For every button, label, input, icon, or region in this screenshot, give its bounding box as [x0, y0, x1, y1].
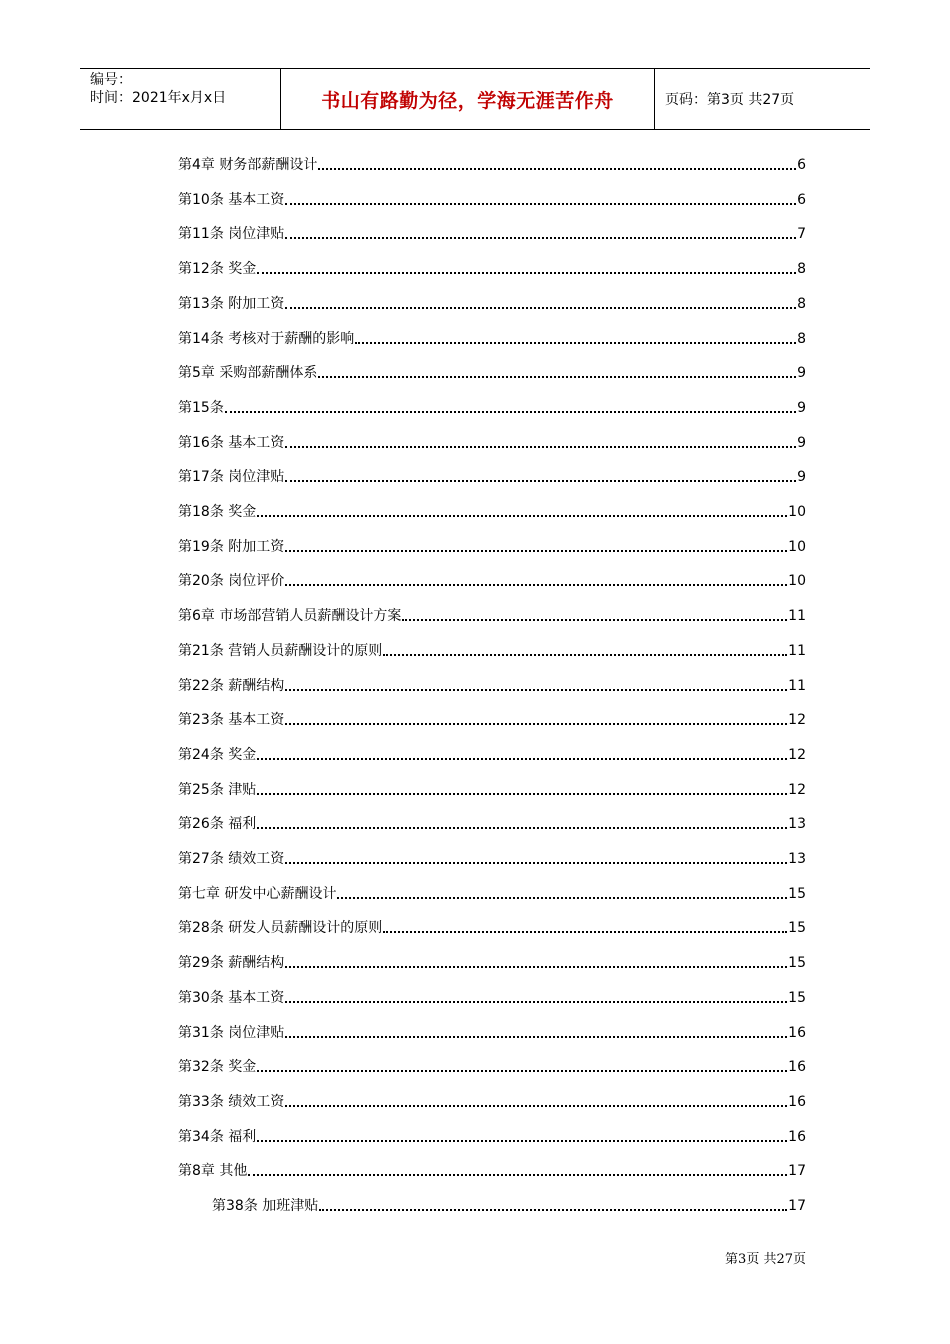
toc-leader-dots [285, 235, 796, 239]
toc-entry-page: 10 [788, 573, 806, 590]
toc-entry[interactable] [178, 948, 806, 972]
toc-leader-dots [318, 374, 796, 378]
toc-entry[interactable] [178, 636, 806, 660]
toc-entry-page: 15 [788, 955, 806, 972]
toc-entry-label: 第5章 采购部薪酬体系 [178, 365, 318, 382]
toc-entry[interactable] [178, 705, 806, 729]
toc-entry[interactable] [178, 428, 806, 452]
toc-entry[interactable] [178, 601, 806, 625]
footer-page-number: 第3页 共27页 [725, 1252, 806, 1267]
toc-leader-dots [285, 305, 796, 309]
toc-leader-dots [285, 964, 787, 968]
toc-entry[interactable] [178, 324, 806, 348]
document-number-label: 编号： [90, 72, 132, 88]
toc-entry[interactable] [178, 566, 806, 590]
toc-entry-label: 第31条 岗位津贴 [178, 1024, 285, 1041]
toc-entry-label: 第22条 薪酬结构 [178, 677, 285, 694]
toc-leader-dots [383, 929, 787, 933]
toc-entry-page: 6 [797, 191, 806, 208]
toc-entry-label: 第28条 研发人员薪酬设计的原则 [178, 920, 383, 937]
toc-leader-dots [285, 201, 796, 205]
toc-entry[interactable] [178, 809, 806, 833]
toc-leader-dots [257, 1068, 787, 1072]
toc-entry-label: 第14条 考核对于薪酬的影响 [178, 330, 355, 347]
toc-entry[interactable] [178, 1087, 806, 1111]
toc-leader-dots [285, 721, 787, 725]
toc-entry[interactable] [178, 462, 806, 486]
toc-entry[interactable] [178, 1122, 806, 1146]
toc-entry[interactable] [178, 532, 806, 556]
toc-entry[interactable] [178, 185, 806, 209]
toc-leader-dots [257, 756, 787, 760]
toc-entry-label: 第34条 福利 [178, 1128, 257, 1145]
toc-leader-dots [285, 478, 796, 482]
toc-entry-label: 第29条 薪酬结构 [178, 955, 285, 972]
toc-entry-label: 第26条 福利 [178, 816, 257, 833]
toc-entry-label: 第8章 其他 [178, 1163, 248, 1180]
toc-entry[interactable] [178, 1052, 806, 1076]
toc-leader-dots [318, 166, 796, 170]
toc-leader-dots [285, 1103, 787, 1107]
toc-leader-dots [257, 270, 796, 274]
toc-entry[interactable] [178, 1018, 806, 1042]
toc-leader-dots [319, 1207, 787, 1211]
toc-entry[interactable] [178, 1156, 806, 1180]
toc-entry-page: 12 [788, 712, 806, 729]
toc-entry[interactable] [178, 983, 806, 1007]
toc-entry-page: 9 [797, 469, 806, 486]
toc-entry-label: 第23条 基本工资 [178, 712, 285, 729]
toc-entry-label: 第12条 奖金 [178, 261, 257, 278]
toc-entry-page: 8 [797, 261, 806, 278]
toc-entry-label: 第20条 岗位评价 [178, 573, 285, 590]
toc-entry[interactable] [178, 1191, 806, 1215]
toc-entry-page: 17 [788, 1163, 806, 1180]
toc-leader-dots [285, 999, 787, 1003]
toc-entry-label: 第16条 基本工资 [178, 434, 285, 451]
header-page-number: 页码：第3页 共27页 [665, 92, 795, 108]
toc-entry-label: 第38条 加班津贴 [212, 1198, 319, 1214]
toc-entry-label: 第19条 附加工资 [178, 538, 285, 555]
toc-entry-page: 12 [788, 746, 806, 763]
toc-entry-page: 10 [788, 504, 806, 520]
toc-leader-dots [257, 1138, 787, 1142]
toc-entry-page: 13 [788, 851, 806, 867]
toc-leader-dots [402, 617, 787, 621]
header-motto: 书山有路勤为径，学海无涯苦作舟 [321, 89, 614, 112]
toc-entry-label: 第32条 奖金 [178, 1059, 257, 1076]
toc-leader-dots [285, 548, 787, 552]
toc-leader-dots [285, 1034, 787, 1038]
toc-entry-page: 13 [788, 816, 806, 833]
toc-entry-page: 16 [788, 1059, 806, 1076]
toc-leader-dots [257, 825, 787, 829]
toc-entry[interactable] [178, 219, 806, 243]
toc-entry-page: 15 [788, 885, 806, 902]
page-header [80, 68, 870, 130]
toc-entry-page: 16 [788, 1128, 806, 1145]
toc-entry[interactable] [178, 844, 806, 868]
toc-leader-dots [225, 409, 796, 413]
header-meta [80, 69, 281, 129]
toc-entry[interactable] [178, 150, 806, 174]
toc-entry-page: 15 [788, 920, 806, 937]
toc-entry[interactable] [178, 393, 806, 417]
toc-entry[interactable] [178, 913, 806, 937]
toc-entry[interactable] [178, 775, 806, 799]
toc-leader-dots [337, 895, 787, 899]
toc-leader-dots [285, 582, 787, 586]
toc-leader-dots [248, 1172, 787, 1176]
toc-entry[interactable] [178, 358, 806, 382]
toc-entry-page: 10 [788, 538, 806, 555]
document-date: 时间：2021年x月x日 [90, 90, 227, 106]
toc-entry-label: 第6章 市场部营销人员薪酬设计方案 [178, 608, 402, 625]
toc-entry[interactable] [178, 254, 806, 278]
toc-entry[interactable] [178, 497, 806, 521]
toc-entry-page: 8 [797, 295, 806, 312]
toc-entry-label: 第18条 奖金 [178, 504, 257, 520]
toc-entry[interactable] [178, 740, 806, 764]
toc-entry-label: 第13条 附加工资 [178, 295, 285, 312]
toc-leader-dots [355, 340, 796, 344]
toc-entry-page: 6 [797, 157, 806, 173]
toc-entry-label: 第10条 基本工资 [178, 191, 285, 208]
toc-entry-label: 第25条 津贴 [178, 781, 257, 798]
toc-entry-label: 第30条 基本工资 [178, 989, 285, 1006]
toc-entry-page: 16 [788, 1093, 806, 1110]
header-motto-cell [281, 69, 655, 129]
toc-entry-label: 第11条 岗位津贴 [178, 226, 285, 243]
toc-leader-dots [257, 791, 787, 795]
toc-entry-page: 9 [797, 434, 806, 451]
toc-entry[interactable] [178, 879, 806, 903]
toc-entry-page: 11 [788, 608, 806, 625]
toc-entry-page: 9 [797, 365, 806, 382]
toc-entry-page: 15 [788, 989, 806, 1006]
toc-entry-label: 第七章 研发中心薪酬设计 [178, 885, 337, 902]
toc-entry-page: 12 [788, 781, 806, 798]
toc-entry-label: 第4章 财务部薪酬设计 [178, 157, 318, 173]
toc-entry-label: 第33条 绩效工资 [178, 1093, 285, 1110]
toc-entry-page: 16 [788, 1024, 806, 1041]
toc-leader-dots [285, 860, 787, 864]
toc-entry-label: 第15条 [178, 399, 224, 416]
toc-entry-label: 第17条 岗位津贴 [178, 469, 285, 486]
toc-entry-page: 9 [797, 399, 806, 416]
toc-entry-page: 17 [788, 1198, 806, 1214]
toc-entry-page: 11 [788, 642, 806, 659]
toc-leader-dots [285, 444, 796, 448]
header-page-info [655, 69, 870, 129]
toc-entry[interactable] [178, 671, 806, 695]
toc-leader-dots [257, 513, 787, 517]
toc-entry-page: 11 [788, 677, 806, 694]
toc-entry-label: 第27条 绩效工资 [178, 851, 285, 867]
toc-entry-label: 第24条 奖金 [178, 746, 257, 763]
toc-leader-dots [285, 687, 787, 691]
toc-entry[interactable] [178, 289, 806, 313]
toc-entry-page: 7 [797, 226, 806, 243]
toc-entry-page: 8 [797, 330, 806, 347]
toc-leader-dots [383, 652, 787, 656]
toc-entry-label: 第21条 营销人员薪酬设计的原则 [178, 642, 383, 659]
